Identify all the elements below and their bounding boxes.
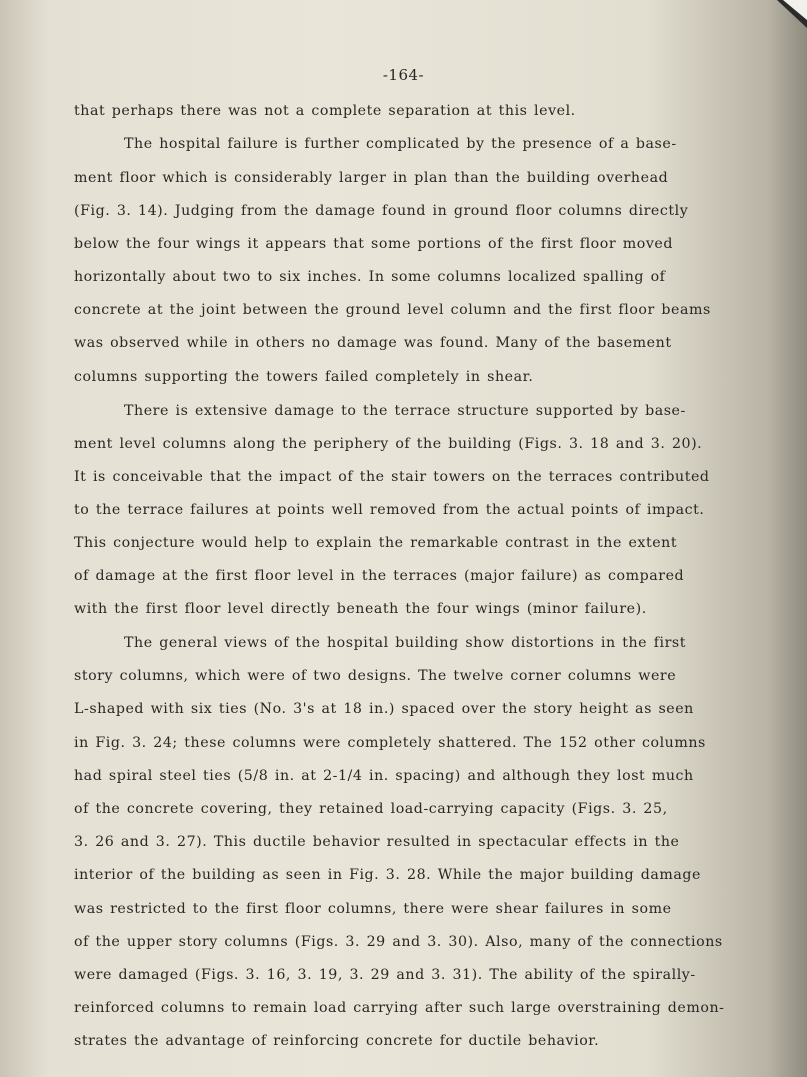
text-line: below the four wings it appears that some portions of the first floor moved (74, 236, 673, 252)
text-line: with the first floor level directly beneath the four wings (minor failure). (74, 601, 647, 617)
text-line: strates the advantage of reinforcing concrete for ductile behavior. (74, 1033, 600, 1049)
text-line: story columns, which were of two designs. The twelve corner columns were (74, 668, 677, 684)
paragraph-first-line: There is extensive damage to the terrace structure supported by base- (124, 403, 686, 419)
text-line: had spiral steel ties (5/8 in. at 2-1/4 in. spacing) and although they lost much (74, 768, 694, 784)
text-line: 3. 26 and 3. 27). This ductile behavior resulted in spectacular effects in the (74, 834, 680, 850)
text-line: of damage at the first floor level in the terraces (major failure) as compared (74, 568, 685, 584)
text-line: was restricted to the first floor columns, there were shear failures in some (74, 901, 672, 917)
text-line: of the upper story columns (Figs. 3. 29 and 3. 30). Also, many of the connections (74, 934, 723, 950)
text-line: ment level columns along the periphery of the building (Figs. 3. 18 and 3. 20). (74, 436, 703, 452)
text-line: (Fig. 3. 14). Judging from the damage found in ground floor columns directly (74, 203, 689, 219)
paragraph-first-line: The general views of the hospital building show distortions in the first (124, 635, 686, 651)
corner-tab-mark (747, 0, 807, 40)
text-line: This conjecture would help to explain the remarkable contrast in the extent (74, 535, 678, 551)
text-line: reinforced columns to remain load carrying after such large overstraining demon- (74, 1000, 725, 1016)
text-line: horizontally about two to six inches. In some columns localized spalling of (74, 269, 666, 285)
text-line: that perhaps there was not a complete separation at this level. (74, 103, 576, 119)
text-line: interior of the building as seen in Fig. 3. 28. While the major building damage (74, 867, 701, 883)
text-line: to the terrace failures at points well removed from the actual points of impact. (74, 502, 705, 518)
text-line: was observed while in others no damage was found. Many of the basement (74, 335, 672, 351)
text-line: ment floor which is considerably larger in plan than the building overhead (74, 170, 669, 186)
text-line: It is conceivable that the impact of the stair towers on the terraces contributed (74, 469, 710, 485)
text-line: of the concrete covering, they retained load-carrying capacity (Figs. 3. 25, (74, 801, 668, 817)
text-line: columns supporting the towers failed completely in shear. (74, 369, 534, 385)
text-line: were damaged (Figs. 3. 16, 3. 19, 3. 29 and 3. 31). The ability of the spirally- (74, 967, 696, 983)
page-number: -164- (382, 66, 425, 84)
text-line: L-shaped with six ties (No. 3's at 18 in.) spaced over the story height as seen (74, 701, 694, 717)
text-line: concrete at the joint between the ground level column and the first floor beams (74, 302, 711, 318)
paragraph-first-line: The hospital failure is further complicated by the presence of a base- (124, 136, 677, 152)
text-line: in Fig. 3. 24; these columns were completely shattered. The 152 other columns (74, 735, 706, 751)
